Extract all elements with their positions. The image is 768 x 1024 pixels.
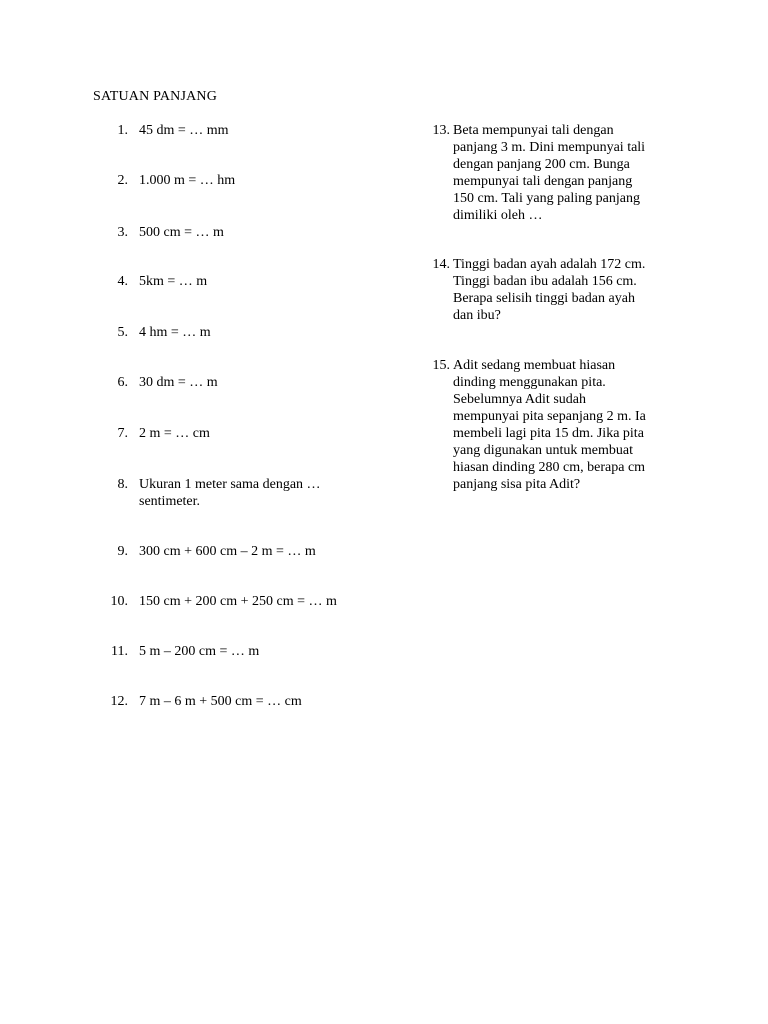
question-number: 10. — [110, 594, 128, 609]
question-number: 12. — [110, 694, 128, 709]
question-text: 30 dm = … m — [139, 375, 218, 390]
question-number: 1. — [117, 123, 128, 138]
question-text: 500 cm = … m — [139, 225, 224, 240]
page-title: SATUAN PANJANG — [93, 89, 218, 104]
question-text: 300 cm + 600 cm – 2 m = … m — [139, 544, 316, 559]
question-number: 14. — [432, 257, 450, 272]
question-text: 5 m – 200 cm = … m — [139, 644, 260, 659]
question-text: Beta mempunyai tali dengan panjang 3 m. Dini mempunyai tali dengan panjang 200 cm. Bunga mempunyai tali dengan panjang 150 cm. Tali yang paling panjang dimiliki oleh … — [453, 123, 646, 223]
question-number: 5. — [117, 325, 128, 340]
question-number: 13. — [432, 123, 450, 138]
question-number: 8. — [117, 477, 128, 492]
question-number: 4. — [117, 274, 128, 289]
question-number: 2. — [117, 173, 128, 188]
question-text: Tinggi badan ayah adalah 172 cm. Tinggi badan ibu adalah 156 cm. Berapa selisih tinggi badan ayah dan ibu? — [453, 257, 646, 323]
question-number: 6. — [117, 375, 128, 390]
question-text: 4 hm = … m — [139, 325, 211, 340]
question-text: 1.000 m = … hm — [139, 173, 236, 188]
question-text: 45 dm = … mm — [139, 123, 229, 138]
question-number: 11. — [111, 644, 128, 659]
question-text: Ukuran 1 meter sama dengan … sentimeter. — [139, 477, 321, 509]
question-number: 7. — [117, 426, 128, 441]
question-number: 15. — [432, 358, 450, 373]
question-text: 2 m = … cm — [139, 426, 210, 441]
question-text: 5km = … m — [139, 274, 208, 289]
question-text: 150 cm + 200 cm + 250 cm = … m — [139, 594, 337, 609]
question-text: 7 m – 6 m + 500 cm = … cm — [139, 694, 302, 709]
question-text: Adit sedang membuat hiasan dinding menggunakan pita. Sebelumnya Adit sudah mempunyai pita sepanjang 2 m. Ia membeli lagi pita 15 dm. Jika pita yang digunakan untuk membuat hiasan dinding 280 cm, berapa cm panjang sisa pita Adit? — [453, 358, 646, 492]
question-number: 9. — [117, 544, 128, 559]
question-number: 3. — [117, 225, 128, 240]
